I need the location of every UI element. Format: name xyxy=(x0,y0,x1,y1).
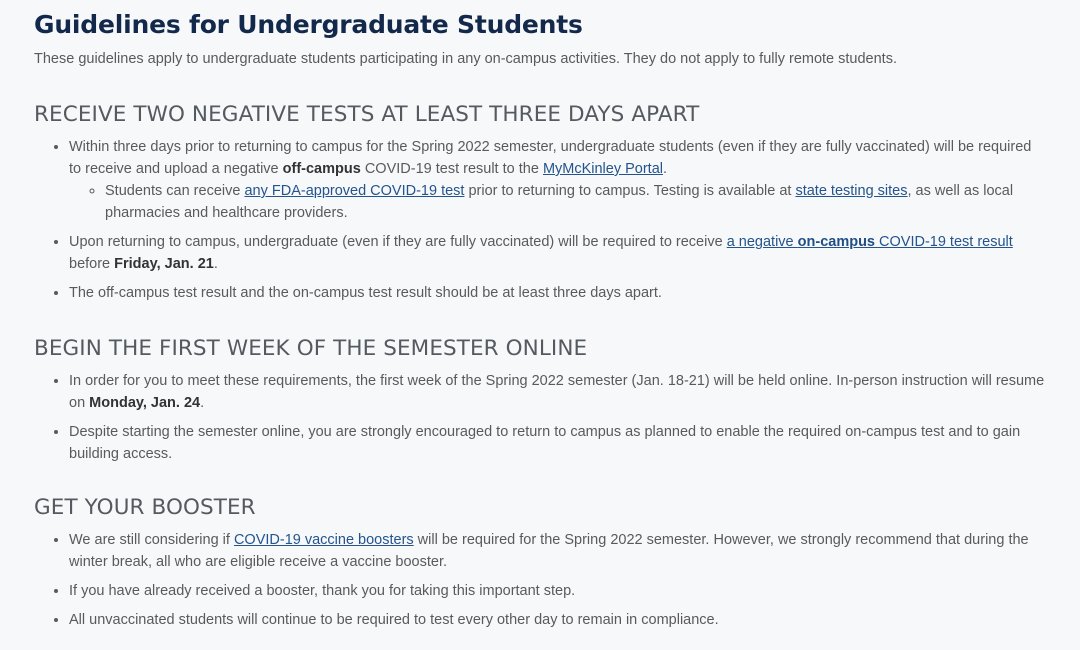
text: . xyxy=(200,395,205,411)
section-heading-two-tests: RECEIVE TWO NEGATIVE TESTS AT LEAST THREE DAYS APART xyxy=(34,102,700,127)
section-heading-first-week-online: BEGIN THE FIRST WEEK OF THE SEMESTER ONLINE xyxy=(34,336,588,361)
sub-list xyxy=(69,180,1046,224)
link-text: COVID-19 test result xyxy=(875,234,1013,250)
list-item xyxy=(69,231,1046,275)
text: prior to returning to campus. Testing is available at xyxy=(464,183,796,199)
fda-approved-test-link[interactable]: any FDA-approved COVID-19 test xyxy=(244,183,465,199)
list-item: • All unvaccinated students will continue to be required to test every other day to remain in compliance. xyxy=(69,609,1046,631)
text: Within three days prior to returning to campus for the Spring 2022 semester, undergraduate students (even if they are fully vaccinated) will be required to receive and upload a negative xyxy=(69,139,1032,177)
list-item xyxy=(69,136,1046,224)
text: before xyxy=(69,256,115,272)
text: . xyxy=(663,161,668,177)
section-list-two-tests xyxy=(34,136,1046,304)
list-item: • Despite starting the semester online, you are strongly encouraged to return to campus as planned to enable the required on-campus test and to gain building access. xyxy=(69,421,1046,465)
text: Students can receive xyxy=(105,183,245,199)
intro-text: These guidelines apply to undergraduate students participating in any on-campus activities. They do not apply to fully remote students. xyxy=(34,51,897,67)
bold-text: off-campus xyxy=(282,161,361,177)
text: . xyxy=(213,256,218,272)
text: COVID-19 test result to the xyxy=(360,161,543,177)
text: will be required for the Spring 2022 semester. However, we strongly recommend that during the winter break, all who are eligible receive a vaccine booster. xyxy=(69,532,1029,570)
sub-list-item xyxy=(105,180,1046,224)
text: Upon returning to campus, undergraduate (even if they are fully vaccinated) will be required to receive xyxy=(69,234,727,250)
page-title: Guidelines for Undergraduate Students xyxy=(34,10,583,39)
bold-text: Monday, Jan. 24 xyxy=(89,395,201,411)
list-item: • The off-campus test result and the on-campus test result should be at least three days apart. xyxy=(69,282,1046,304)
section-heading-booster: GET YOUR BOOSTER xyxy=(34,495,256,520)
link-bold-text: on-campus xyxy=(797,234,875,250)
text: In order for you to meet these requirements, the first week of the Spring 2022 semester (Jan. 18-21) will be held online. In-person instruction will resume on xyxy=(69,373,1045,411)
bold-text: Friday, Jan. 21 xyxy=(114,256,214,272)
list-item xyxy=(69,370,1046,414)
on-campus-test-result-link[interactable] xyxy=(727,234,1013,250)
text: , as well as local pharmacies and healthcare providers. xyxy=(105,183,1014,221)
section-list-booster xyxy=(34,529,1046,631)
list-item: • If you have already received a booster, thank you for taking this important step. xyxy=(69,580,1046,602)
vaccine-boosters-link[interactable]: COVID-19 vaccine boosters xyxy=(233,532,414,548)
mymckinley-portal-link[interactable]: MyMcKinley Portal xyxy=(542,161,663,177)
state-testing-sites-link[interactable]: state testing sites xyxy=(795,183,908,199)
link-text: a negative xyxy=(726,234,798,250)
section-list-first-week-online xyxy=(34,370,1046,465)
text: We are still considering if xyxy=(69,532,234,548)
list-item xyxy=(69,529,1046,573)
